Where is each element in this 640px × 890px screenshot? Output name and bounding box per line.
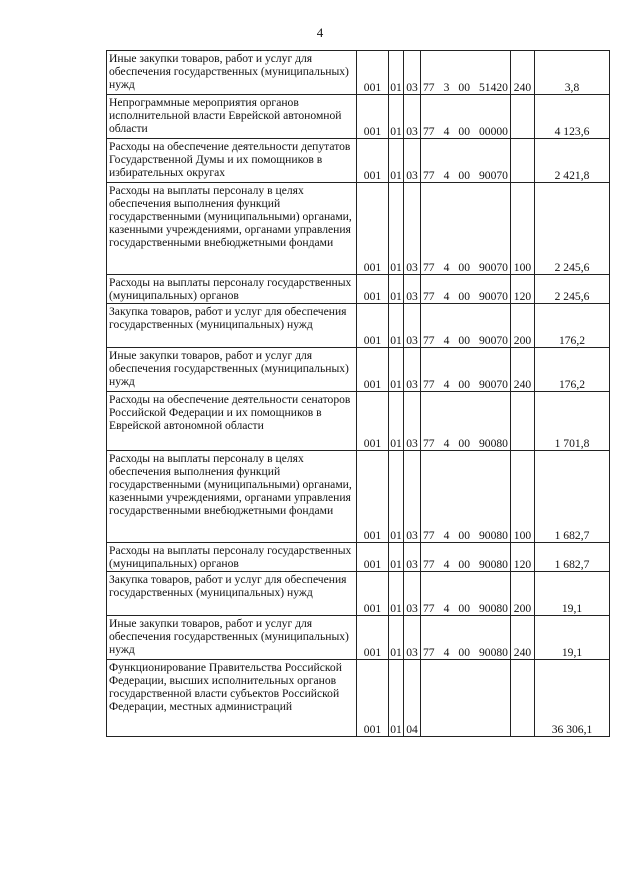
vr-code-cell: 240 [511,51,535,95]
csr-code-part: 90070 [478,169,508,182]
vr-code-cell: 120 [511,543,535,572]
csr-code-part: 90080 [478,437,508,450]
csr-code-part: 00 [458,261,470,274]
rz-code-cell: 01 [389,348,404,392]
pr-code-cell: 03 [404,392,421,451]
csr-code-part: 4 [443,558,450,571]
expense-name-cell: Расходы на обеспечение деятельности сенаторов Российской Федерации и их помощников в Еврейской автономной области [107,392,357,451]
expense-name-cell: Расходы на выплаты персоналу в целях обеспечения выполнения функций государственными (муниципальными) органами, казенными учреждениями, органами управления государственными внебюджетными фондами [107,451,357,543]
vr-code-cell: 240 [511,348,535,392]
pr-code-cell: 03 [404,304,421,348]
table-row [107,348,610,392]
rz-code-cell: 01 [389,572,404,616]
amount-cell: 1 682,7 [535,543,610,572]
gr-code-cell: 001 [357,392,389,451]
csr-code-part: 00 [458,81,470,94]
budget-table [106,50,610,737]
csr-code-part: 00 [458,646,470,659]
page-number: 4 [316,25,324,40]
pr-code-cell: 03 [404,543,421,572]
rz-code-cell: 01 [389,304,404,348]
csr-code-parts [422,558,509,571]
table-row [107,616,610,660]
gr-code-cell: 001 [357,183,389,275]
gr-code-cell: 001 [357,304,389,348]
csr-code-parts [422,169,509,182]
rz-code-cell: 01 [389,392,404,451]
pr-code-cell: 03 [404,275,421,304]
amount-cell: 2 245,6 [535,183,610,275]
table-body [107,51,610,737]
expense-name-cell: Расходы на выплаты персоналу государственных (муниципальных) органов [107,275,357,304]
pr-code-cell: 03 [404,139,421,183]
csr-code-part: 4 [443,169,450,182]
csr-code-part: 77 [423,646,435,659]
table-row [107,572,610,616]
csr-code-part: 90080 [478,646,508,659]
csr-code-part: 77 [423,529,435,542]
csr-code-cell [421,348,511,392]
csr-code-part: 77 [423,437,435,450]
csr-code-part: 4 [443,261,450,274]
csr-code-part: 4 [443,378,450,391]
csr-code-cell [421,304,511,348]
gr-code-cell: 001 [357,660,389,737]
pr-code-cell: 03 [404,51,421,95]
amount-cell: 176,2 [535,348,610,392]
amount-cell: 19,1 [535,616,610,660]
csr-code-part: 77 [423,334,435,347]
gr-code-cell: 001 [357,572,389,616]
csr-code-part: 4 [443,529,450,542]
csr-code-part: 00 [458,529,470,542]
csr-code-part: 4 [443,646,450,659]
rz-code-cell: 01 [389,451,404,543]
vr-code-cell [511,95,535,139]
amount-cell: 2 245,6 [535,275,610,304]
csr-code-part: 00 [458,602,470,615]
vr-code-cell: 200 [511,572,535,616]
csr-code-part: 90080 [478,602,508,615]
rz-code-cell: 01 [389,183,404,275]
csr-code-cell [421,275,511,304]
vr-code-cell: 100 [511,451,535,543]
csr-code-cell [421,543,511,572]
expense-name-cell: Закупка товаров, работ и услуг для обеспечения государственных (муниципальных) нужд [107,572,357,616]
amount-cell: 19,1 [535,572,610,616]
rz-code-cell: 01 [389,543,404,572]
csr-code-part: 90070 [478,334,508,347]
csr-code-cell [421,660,511,737]
expense-name-cell: Расходы на обеспечение деятельности депутатов Государственной Думы и их помощников в избирательных округах [107,139,357,183]
table-row [107,451,610,543]
amount-cell: 2 421,8 [535,139,610,183]
csr-code-part: 4 [443,437,450,450]
gr-code-cell: 001 [357,275,389,304]
expense-name-cell: Иные закупки товаров, работ и услуг для обеспечения государственных (муниципальных) нужд [107,348,357,392]
csr-code-cell [421,51,511,95]
csr-code-part: 4 [443,290,450,303]
csr-code-parts [422,437,509,450]
csr-code-parts [422,290,509,303]
csr-code-cell [421,95,511,139]
csr-code-cell [421,139,511,183]
expense-name-cell: Расходы на выплаты персоналу государственных (муниципальных) органов [107,543,357,572]
vr-code-cell: 200 [511,304,535,348]
csr-code-part: 4 [443,602,450,615]
vr-code-cell: 240 [511,616,535,660]
amount-cell: 36 306,1 [535,660,610,737]
table-row [107,183,610,275]
gr-code-cell: 001 [357,51,389,95]
gr-code-cell: 001 [357,348,389,392]
csr-code-part: 90070 [478,261,508,274]
csr-code-part: 77 [423,602,435,615]
csr-code-part: 90080 [478,529,508,542]
table-row [107,304,610,348]
vr-code-cell [511,139,535,183]
vr-code-cell: 120 [511,275,535,304]
csr-code-parts [422,378,509,391]
gr-code-cell: 001 [357,616,389,660]
pr-code-cell: 03 [404,183,421,275]
csr-code-part: 77 [423,558,435,571]
csr-code-parts [422,125,509,138]
expense-name-cell: Закупка товаров, работ и услуг для обеспечения государственных (муниципальных) нужд [107,304,357,348]
csr-code-parts [422,334,509,347]
rz-code-cell: 01 [389,660,404,737]
csr-code-part: 00 [458,169,470,182]
table-row [107,660,610,737]
gr-code-cell: 001 [357,95,389,139]
csr-code-parts [422,602,509,615]
expense-name-cell: Непрограммные мероприятия органов исполнительной власти Еврейской автономной области [107,95,357,139]
csr-code-part: 77 [423,261,435,274]
csr-code-part: 77 [423,81,435,94]
amount-cell: 3,8 [535,51,610,95]
pr-code-cell: 03 [404,95,421,139]
csr-code-part: 77 [423,169,435,182]
pr-code-cell: 03 [404,572,421,616]
csr-code-parts [422,646,509,659]
table-row [107,392,610,451]
csr-code-cell [421,616,511,660]
csr-code-part: 51420 [478,81,508,94]
csr-code-cell [421,392,511,451]
csr-code-part: 4 [443,125,450,138]
csr-code-part: 90070 [478,378,508,391]
pr-code-cell: 03 [404,616,421,660]
table-row [107,95,610,139]
csr-code-cell [421,572,511,616]
csr-code-cell [421,183,511,275]
amount-cell: 1 682,7 [535,451,610,543]
amount-cell: 4 123,6 [535,95,610,139]
pr-code-cell: 04 [404,660,421,737]
csr-code-parts [422,529,509,542]
csr-code-part: 77 [423,378,435,391]
rz-code-cell: 01 [389,616,404,660]
csr-code-part: 90080 [478,558,508,571]
csr-code-part: 00 [458,558,470,571]
table-row [107,543,610,572]
csr-code-part: 00 [458,437,470,450]
csr-code-part: 77 [423,125,435,138]
amount-cell: 1 701,8 [535,392,610,451]
csr-code-part: 00000 [478,125,508,138]
csr-code-part: 00 [458,125,470,138]
csr-code-parts [422,261,509,274]
csr-code-part: 00 [458,290,470,303]
vr-code-cell [511,392,535,451]
rz-code-cell: 01 [389,95,404,139]
gr-code-cell: 001 [357,543,389,572]
amount-cell: 176,2 [535,304,610,348]
pr-code-cell: 03 [404,348,421,392]
expense-name-cell: Функционирование Правительства Российской Федерации, высших исполнительных органов государственной власти субъектов Российской Федерации, местных администраций [107,660,357,737]
csr-code-part: 3 [443,81,450,94]
csr-code-cell [421,451,511,543]
table-row [107,139,610,183]
rz-code-cell: 01 [389,139,404,183]
csr-code-part: 00 [458,378,470,391]
vr-code-cell [511,660,535,737]
csr-code-part: 90070 [478,290,508,303]
rz-code-cell: 01 [389,275,404,304]
csr-code-part: 77 [423,290,435,303]
expense-name-cell: Иные закупки товаров, работ и услуг для обеспечения государственных (муниципальных) нужд [107,616,357,660]
rz-code-cell: 01 [389,51,404,95]
csr-code-parts [422,81,509,94]
csr-code-part: 00 [458,334,470,347]
expense-name-cell: Расходы на выплаты персоналу в целях обеспечения выполнения функций государственными (муниципальными) органами, казенными учреждениями, органами управления государственными внебюджетными фондами [107,183,357,275]
table-row [107,275,610,304]
gr-code-cell: 001 [357,139,389,183]
pr-code-cell: 03 [404,451,421,543]
gr-code-cell: 001 [357,451,389,543]
table-row [107,51,610,95]
expense-name-cell: Иные закупки товаров, работ и услуг для обеспечения государственных (муниципальных) нужд [107,51,357,95]
vr-code-cell: 100 [511,183,535,275]
csr-code-part: 4 [443,334,450,347]
